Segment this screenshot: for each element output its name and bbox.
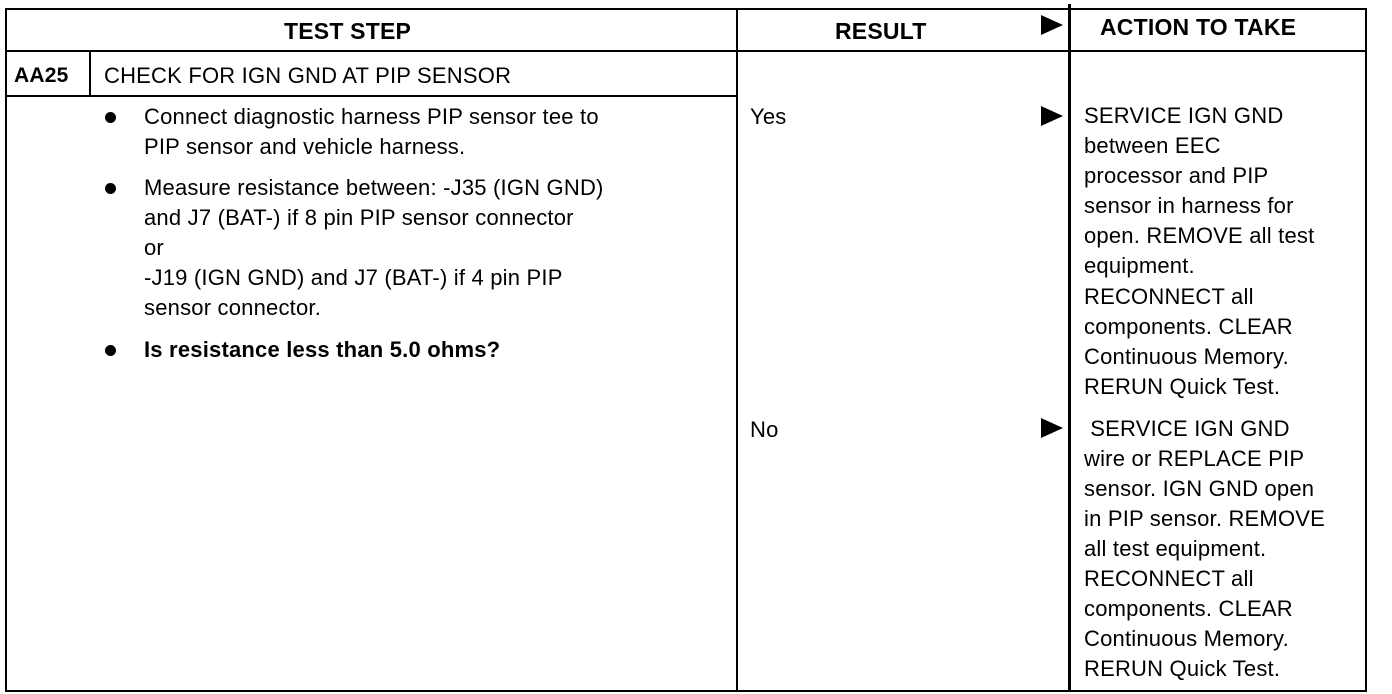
action-no-line-8: Continuous Memory. (1084, 626, 1289, 651)
table-top-border (5, 8, 1367, 10)
step-title-bottom-border (5, 95, 738, 97)
action-yes-line-5: open. REMOVE all test (1084, 223, 1315, 248)
action-no-line-9: RERUN Quick Test. (1084, 656, 1281, 681)
action-no-line-6: RECONNECT all (1084, 566, 1254, 591)
action-no-line-4: in PIP sensor. REMOVE (1084, 506, 1326, 531)
action-yes-line-2: between EEC (1084, 133, 1221, 158)
step-id-divider (89, 52, 91, 97)
result-no-arrow-icon (1041, 418, 1063, 438)
action-yes-line-6: equipment. (1084, 253, 1195, 278)
bullet-2-line-5: sensor connector. (144, 295, 322, 320)
table-bottom-border (5, 690, 1367, 692)
action-no-line-2: wire or REPLACE PIP (1084, 446, 1305, 471)
header-action-to-take: ACTION TO TAKE (1100, 14, 1297, 40)
action-no-line-5: all test equipment. (1084, 536, 1267, 561)
bullet-1-line-2: PIP sensor and vehicle harness. (144, 134, 466, 159)
header-arrow-icon (1041, 15, 1063, 35)
action-yes-line-7: RECONNECT all (1084, 284, 1254, 309)
action-no-line-7: components. CLEAR (1084, 596, 1293, 621)
step-title: CHECK FOR IGN GND AT PIP SENSOR (104, 63, 512, 88)
result-no-label: No (750, 417, 779, 442)
step-id: AA25 (14, 64, 69, 87)
column-divider-action (1068, 4, 1071, 692)
header-test-step: TEST STEP (284, 18, 412, 44)
header-result: RESULT (835, 18, 927, 44)
action-yes-line-9: Continuous Memory. (1084, 344, 1289, 369)
bullet-2-line-2: and J7 (BAT-) if 8 pin PIP sensor connector (144, 205, 574, 230)
bullet-icon (105, 183, 116, 194)
header-bottom-border (5, 50, 1367, 52)
action-yes-line-4: sensor in harness for (1084, 193, 1294, 218)
action-no-line-1: SERVICE IGN GND (1084, 416, 1290, 441)
action-yes-line-3: processor and PIP (1084, 163, 1269, 188)
bullet-1-line-1: Connect diagnostic harness PIP sensor tee to (144, 104, 599, 129)
result-yes-label: Yes (750, 104, 787, 129)
bullet-2-line-1: Measure resistance between: -J35 (IGN GND) (144, 175, 604, 200)
result-yes-arrow-icon (1041, 106, 1063, 126)
table-left-border (5, 8, 7, 692)
column-divider-result (736, 8, 738, 692)
action-yes-line-8: components. CLEAR (1084, 314, 1293, 339)
bullet-icon (105, 345, 116, 356)
bullet-icon (105, 112, 116, 123)
bullet-2-line-4: -J19 (IGN GND) and J7 (BAT-) if 4 pin PIP (144, 265, 563, 290)
bullet-2-line-3: or (144, 235, 164, 260)
bullet-3-question: Is resistance less than 5.0 ohms? (144, 337, 501, 362)
action-yes-line-10: RERUN Quick Test. (1084, 374, 1281, 399)
action-yes-line-1: SERVICE IGN GND (1084, 103, 1284, 128)
table-right-border (1365, 8, 1367, 692)
action-no-line-3: sensor. IGN GND open (1084, 476, 1315, 501)
